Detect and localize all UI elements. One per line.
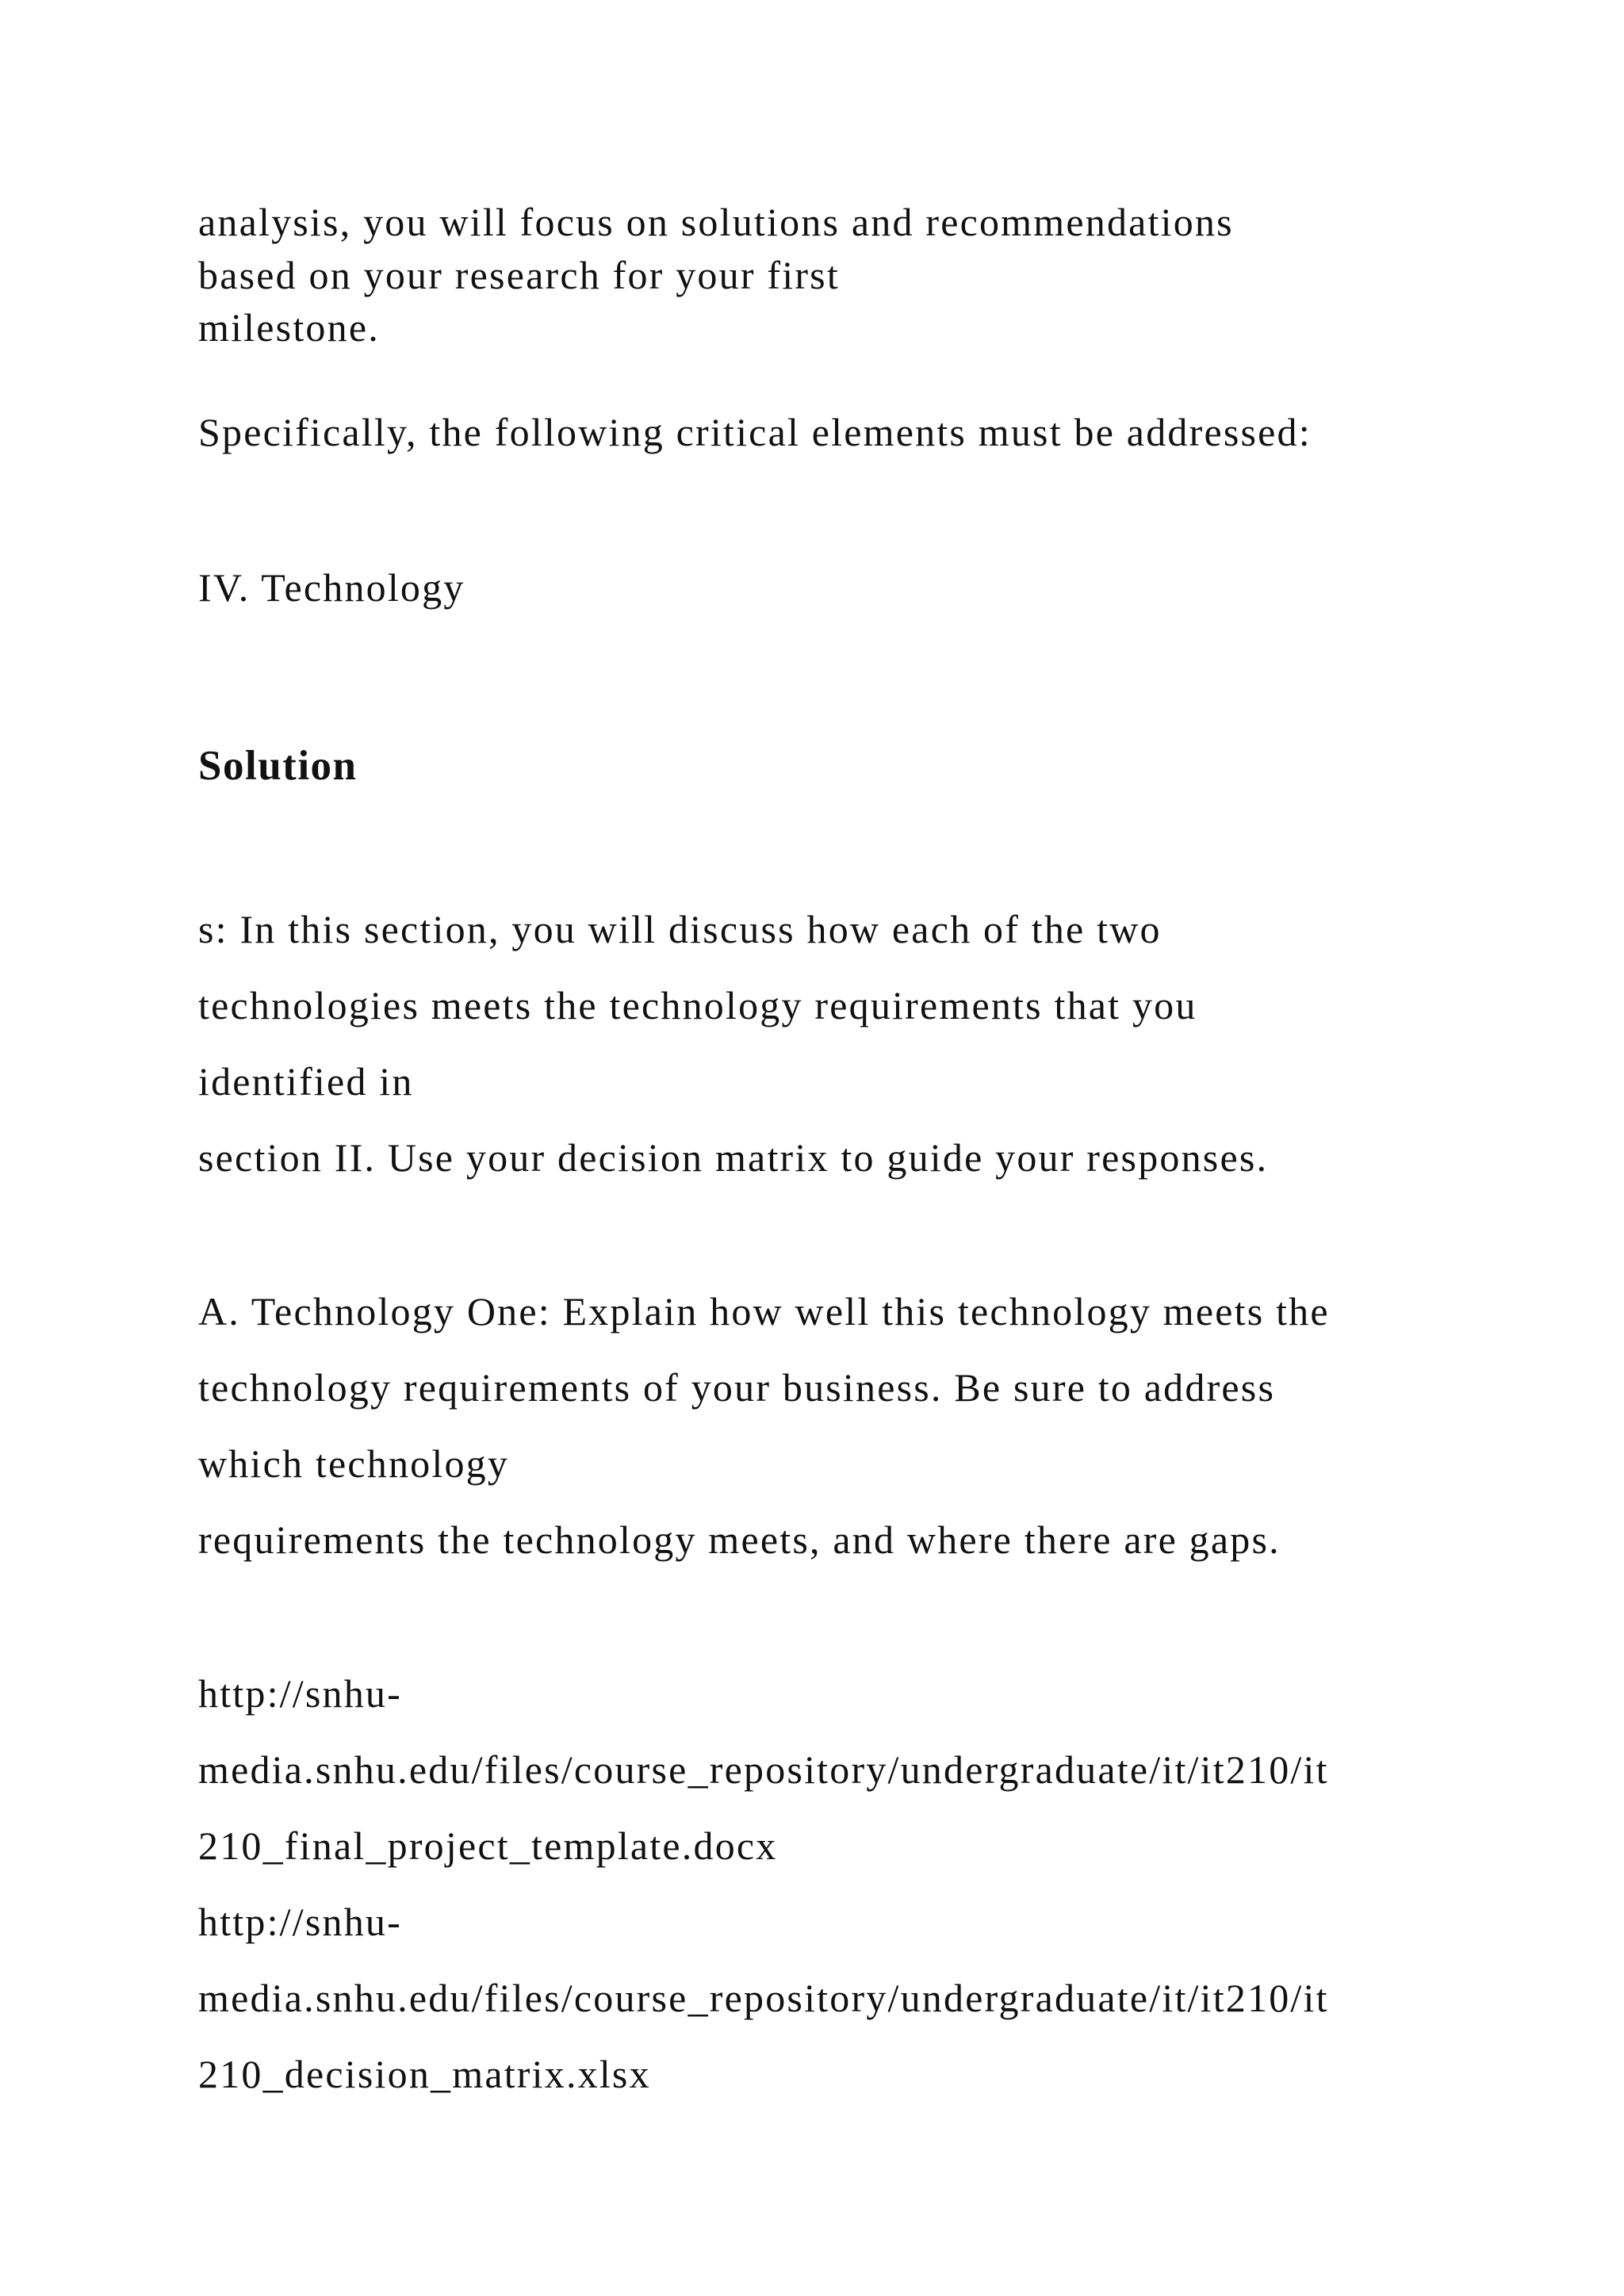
technology-one-line-3: which technology bbox=[198, 1441, 510, 1486]
link-line-2: media.snhu.edu/files/course_repository/undergraduate/it/it210/it bbox=[198, 1747, 1329, 1792]
solutions-line-1: s: In this section, you will discuss how each of the two bbox=[198, 907, 1162, 951]
technology-one-line-1: A. Technology One: Explain how well this technology meets the bbox=[198, 1289, 1330, 1334]
solutions-line-3: identified in bbox=[198, 1059, 414, 1104]
technology-one-line-4: requirements the technology meets, and where there are gaps. bbox=[198, 1517, 1281, 1562]
link-line-1: http://snhu- bbox=[198, 1671, 402, 1716]
link-line-5: media.snhu.edu/files/course_repository/undergraduate/it/it210/it bbox=[198, 1976, 1329, 2020]
solutions-line-2: technologies meets the technology requirements that you bbox=[198, 983, 1197, 1027]
technology-one-line-2: technology requirements of your business. Be sure to address bbox=[198, 1365, 1276, 1410]
section-title: IV. Technology bbox=[198, 565, 465, 610]
intro-line-3: milestone. bbox=[198, 305, 380, 350]
intro-line-1: analysis, you will focus on solutions and recommendations bbox=[198, 200, 1234, 244]
solution-heading: Solution bbox=[198, 743, 358, 789]
solutions-line-4: section II. Use your decision matrix to guide your responses. bbox=[198, 1135, 1269, 1180]
link-line-6: 210_decision_matrix.xlsx bbox=[198, 2052, 651, 2096]
link-line-4: http://snhu- bbox=[198, 1900, 402, 1944]
intro-line-2: based on your research for your first bbox=[198, 253, 840, 297]
link-line-3: 210_final_project_template.docx bbox=[198, 1823, 778, 1868]
specifically-line: Specifically, the following critical elements must be addressed: bbox=[198, 410, 1312, 454]
